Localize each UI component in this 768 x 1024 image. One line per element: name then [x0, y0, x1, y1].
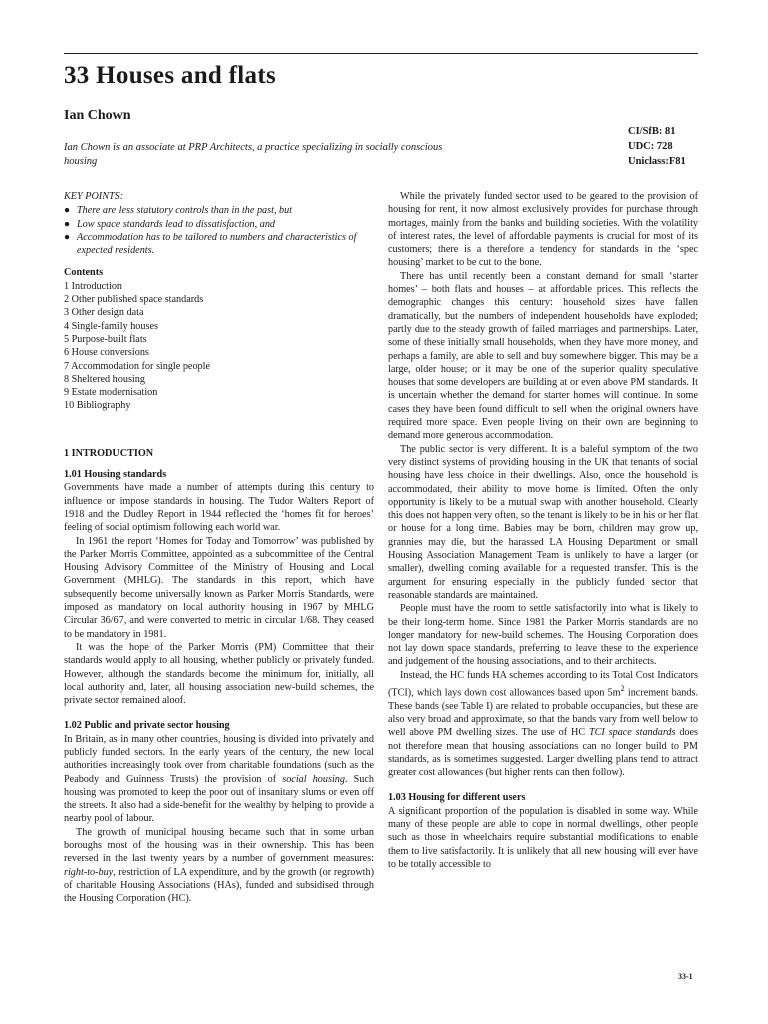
- contents-item: 3 Other design data: [64, 307, 144, 319]
- right-column: [388, 190, 698, 871]
- contents-item: 6 House conversions: [64, 347, 149, 359]
- key-points-title: KEY POINTS:: [64, 191, 124, 202]
- left-column: [64, 190, 374, 906]
- key-point: ● Accommodation has to be tailored to numbers and characteristics of expected residents.: [64, 231, 357, 257]
- contents-title: Contents: [64, 267, 104, 279]
- body-paragraph: Governments have made a number of attempts during this century to influence or impose standards in housing. The Tudor Walters Report of 1918 and the Dudley Report in 1944 reflected the ‘homes fit for heroes’ feeling of social optimism following each world war.: [64, 482, 374, 534]
- subsection-heading-different-users: 1.03 Housing for different users: [388, 792, 526, 804]
- contents-item: 5 Purpose-built flats: [64, 333, 147, 345]
- key-point: ● There are less statutory controls than in the past, but: [64, 205, 293, 217]
- page-number: 33-1: [678, 972, 693, 981]
- subsection-heading-housing-standards: 1.01 Housing standards: [64, 469, 167, 481]
- body-paragraph: A significant proportion of the population is disabled in some way. While many of these people are able to cope in normal dwellings, other people such as those in wheelchairs require substantial modifications to enable them to live satisfactorily. It is unlikely that all new housing will ever have to be totally accessible to: [388, 805, 698, 870]
- contents-list: [64, 280, 374, 413]
- contents-item: 9 Estate modernisation: [64, 387, 158, 399]
- body-paragraph: The growth of municipal housing became such that in some urban boroughs most of the housing was in their ownership. This has been reversed in the last twenty years by a number of government measures: right-to-buy, restriction of LA expenditure, and by the growth (or regrowth) of charitable Housing Associations (HAs), funded and subsidised through the Housing Corporation (HC).: [64, 826, 374, 905]
- classification-udc: UDC: 728: [628, 141, 673, 152]
- contents-item: 2 Other published space standards: [64, 294, 204, 306]
- classification-uniclass: Uniclass:F81: [628, 156, 686, 167]
- top-rule: [64, 53, 698, 54]
- author-bio: Ian Chown is an associate at PRP Architects, a practice specializing in socially conscious housing: [64, 142, 443, 167]
- body-paragraph: There has until recently been a constant demand for small ‘starter homes’ – both flats and houses – at affordable prices. This reflects the demographic changes this century: household sizes have fallen dramatically, but the numbers of independent households have exploded; partly due to the steady growth of failed marriages and partnerships. Later, some of these initially small households, when they have more money, and perhaps a family, are able to sell and buy somewhere bigger. This may be a large, older house; or it may be one of the superior quality speculative houses that some developers are building at or even above PM standards. It is uncertain whether the demand for starter homes will continue. In some cases they have been found difficult to sell when the original owners have required more space. Even people living on their own are beginning to demand more generous accommodation.: [388, 270, 698, 442]
- subsection-heading-public-private: 1.02 Public and private sector housing: [64, 720, 230, 732]
- page-title: 33 Houses and flats: [64, 62, 276, 89]
- bullet-icon: ●: [64, 231, 71, 243]
- contents-item: 7 Accommodation for single people: [64, 360, 210, 372]
- classification-cisfb: CI/SfB: 81: [628, 126, 676, 137]
- bullet-icon: ●: [64, 205, 71, 217]
- body-paragraph: In Britain, as in many other countries, housing is divided into privately and publicly funded sectors. In the early years of the century, the new local authorities increasingly took over from charitable foundations (such as the Peabody and Guinness Trusts) the provision of social housing. Such housing was promoted to keep the poor out of insanitary slums or even off the streets. It also had a side-benefit for the wealthy by helping to provide a nearby pool of labour.: [64, 733, 375, 825]
- body-paragraph: In 1961 the report ‘Homes for Today and Tomorrow’ was published by the Parker Morris Committee, appointed as a subcommittee of the Central Housing Advisory Committee of the Ministry of Housing and Local Government (MHLG). The standards in this report, which have subsequently become universally known as Parker Morris Standards, were imposed as mandatory on local authority housing in 1967 by MHLG Circular 36/67, and were converted to metric in circular 1/68. They ceased to be mandatory in 1981.: [64, 535, 374, 640]
- body-paragraph: People must have the room to settle satisfactorily into what is likely to be their long-term home. Since 1981 the Parker Morris standards are no longer mandatory for new-build schemes. The Housing Corporation does not lay down space standards, preferring to leave these to the experience and judgement of the housing associations, and to their architects.: [388, 603, 698, 668]
- contents-item: 4 Single-family houses: [64, 320, 158, 332]
- body-paragraph: While the privately funded sector used to be geared to the provision of housing for rent, it now almost exclusively provides for purchase through mortages, mainly from the banks and building societies. With the volatility of interest rates, the level of affordable payments is crucial for most of its customers; there is a therefore a tendency for standards in the ‘spec housing’ market to be cut to the bone.: [388, 191, 698, 269]
- section-heading-introduction: 1 INTRODUCTION: [64, 447, 154, 459]
- contents-item: 1 Introduction: [64, 280, 123, 292]
- author-name: Ian Chown: [64, 108, 131, 123]
- bullet-icon: ●: [64, 218, 71, 230]
- body-paragraph: Instead, the HC funds HA schemes according to its Total Cost Indicators (TCI), which lays down cost allowances based upon $5m^2$ increment bands. These bands (see Table I) are related to probable occupancies, but these are also very broad and approximate, so that the bands vary from well below to well above PM dwelling sizes. The use of HC TCI space standards does not therefore mean that housing associations can no longer build to PM standards, as is sometimes suggested. Larger dwelling plans tend to attract greater cost allowances (but higher rents can then follow).: [388, 669, 698, 779]
- contents-item: 8 Sheltered housing: [64, 373, 145, 385]
- body-paragraph: The public sector is very different. It is a baleful symptom of the two very distinct systems of providing housing in the UK that tenants of social housing have less choice in their dwellings. Also, once the household is accommodated, their ability to move home is limited. Often the only opportunity is likely to be a mutual swap with another household. Clearly this does not happen very often, so the tenant is likely to be in his or her flat or house for a long time. Babies may be born, children may grow up, grannies may die, but the harassed LA Housing Department or small Housing Association Management Team is unlikely to have a larger (or smaller), dwelling coming available for a requested transfer. This is the argument for ensuring especially in the publicly funded sector that reasonable standards are maintained.: [388, 443, 698, 601]
- body-paragraph: It was the hope of the Parker Morris (PM) Committee that their standards would apply to all housing, whether publicly or privately funded. However, although the standards become the minimum for, initially, all local authority and, later, all housing association new-build schemes, the private sector remained aloof.: [64, 641, 374, 707]
- key-point: ● Low space standards lead to dissatisfaction, and: [64, 218, 276, 230]
- classification-codes: [628, 124, 686, 169]
- contents-item: 10 Bibliography: [64, 400, 131, 412]
